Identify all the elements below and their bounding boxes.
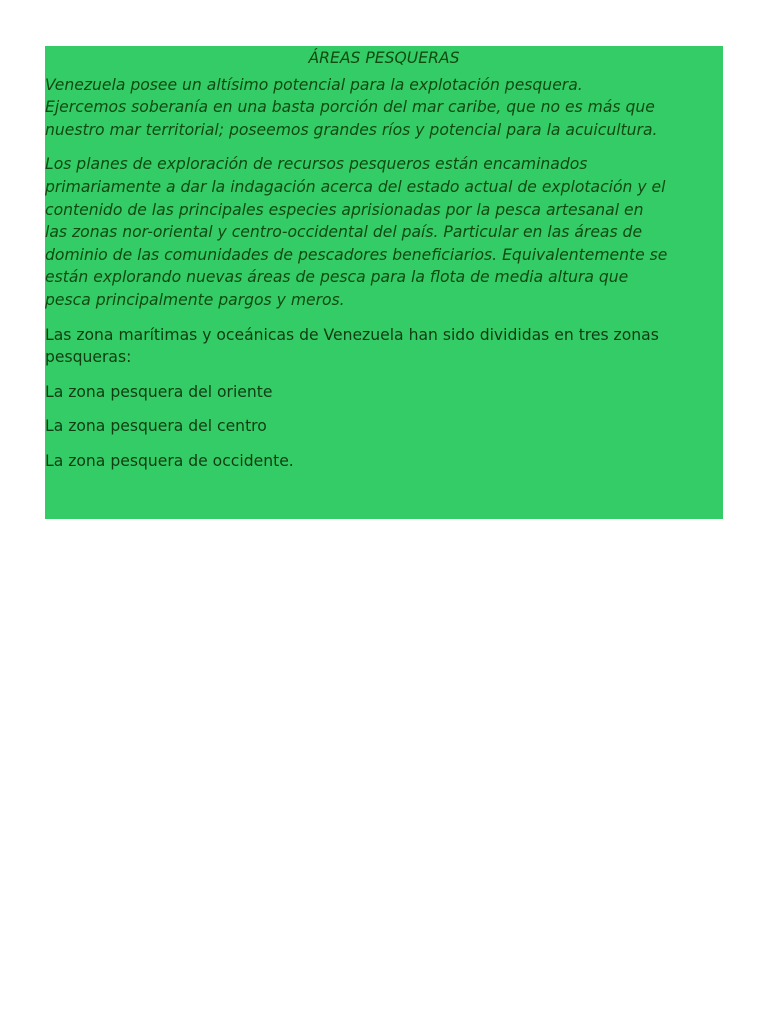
document-content xyxy=(45,47,735,485)
paragraph-line: pesqueras: xyxy=(45,348,132,367)
exploration-paragraph xyxy=(45,153,735,311)
zones-intro-paragraph xyxy=(45,324,735,369)
paragraph-line: Venezuela posee un altísimo potencial para la explotación pesquera. xyxy=(45,75,583,94)
paragraph-line: primariamente a dar la indagación acerca del estado actual de explotación y el xyxy=(45,177,666,196)
paragraph-line: pesca principalmente pargos y meros. xyxy=(45,290,345,309)
paragraph-line: nuestro mar territorial; poseemos grandes ríos y potencial para la acuicultura. xyxy=(45,120,658,139)
document-title: ÁREAS PESQUERAS xyxy=(308,49,460,67)
zone-item-oriente: La zona pesquera del oriente xyxy=(45,382,273,401)
paragraph-line: Las zona marítimas y oceánicas de Venezuela han sido divididas en tres zonas xyxy=(45,325,659,344)
intro-paragraph xyxy=(45,74,735,142)
paragraph-line: las zonas nor-oriental y centro-occidental del país. Particular en las áreas de xyxy=(45,223,643,242)
paragraph-line: Los planes de exploración de recursos pesqueros están encaminados xyxy=(45,155,588,174)
zone-item-occidente: La zona pesquera de occidente. xyxy=(45,451,294,470)
paragraph-line: están explorando nuevas áreas de pesca para la flota de media altura que xyxy=(45,268,629,287)
zone-item-centro: La zona pesquera del centro xyxy=(45,417,267,436)
paragraph-line: contenido de las principales especies aprisionadas por la pesca artesanal en xyxy=(45,200,644,219)
paragraph-line: Ejercemos soberanía en una basta porción del mar caribe, que no es más que xyxy=(45,98,655,117)
paragraph-line: dominio de las comunidades de pescadores beneficiarios. Equivalentemente se xyxy=(45,245,668,264)
